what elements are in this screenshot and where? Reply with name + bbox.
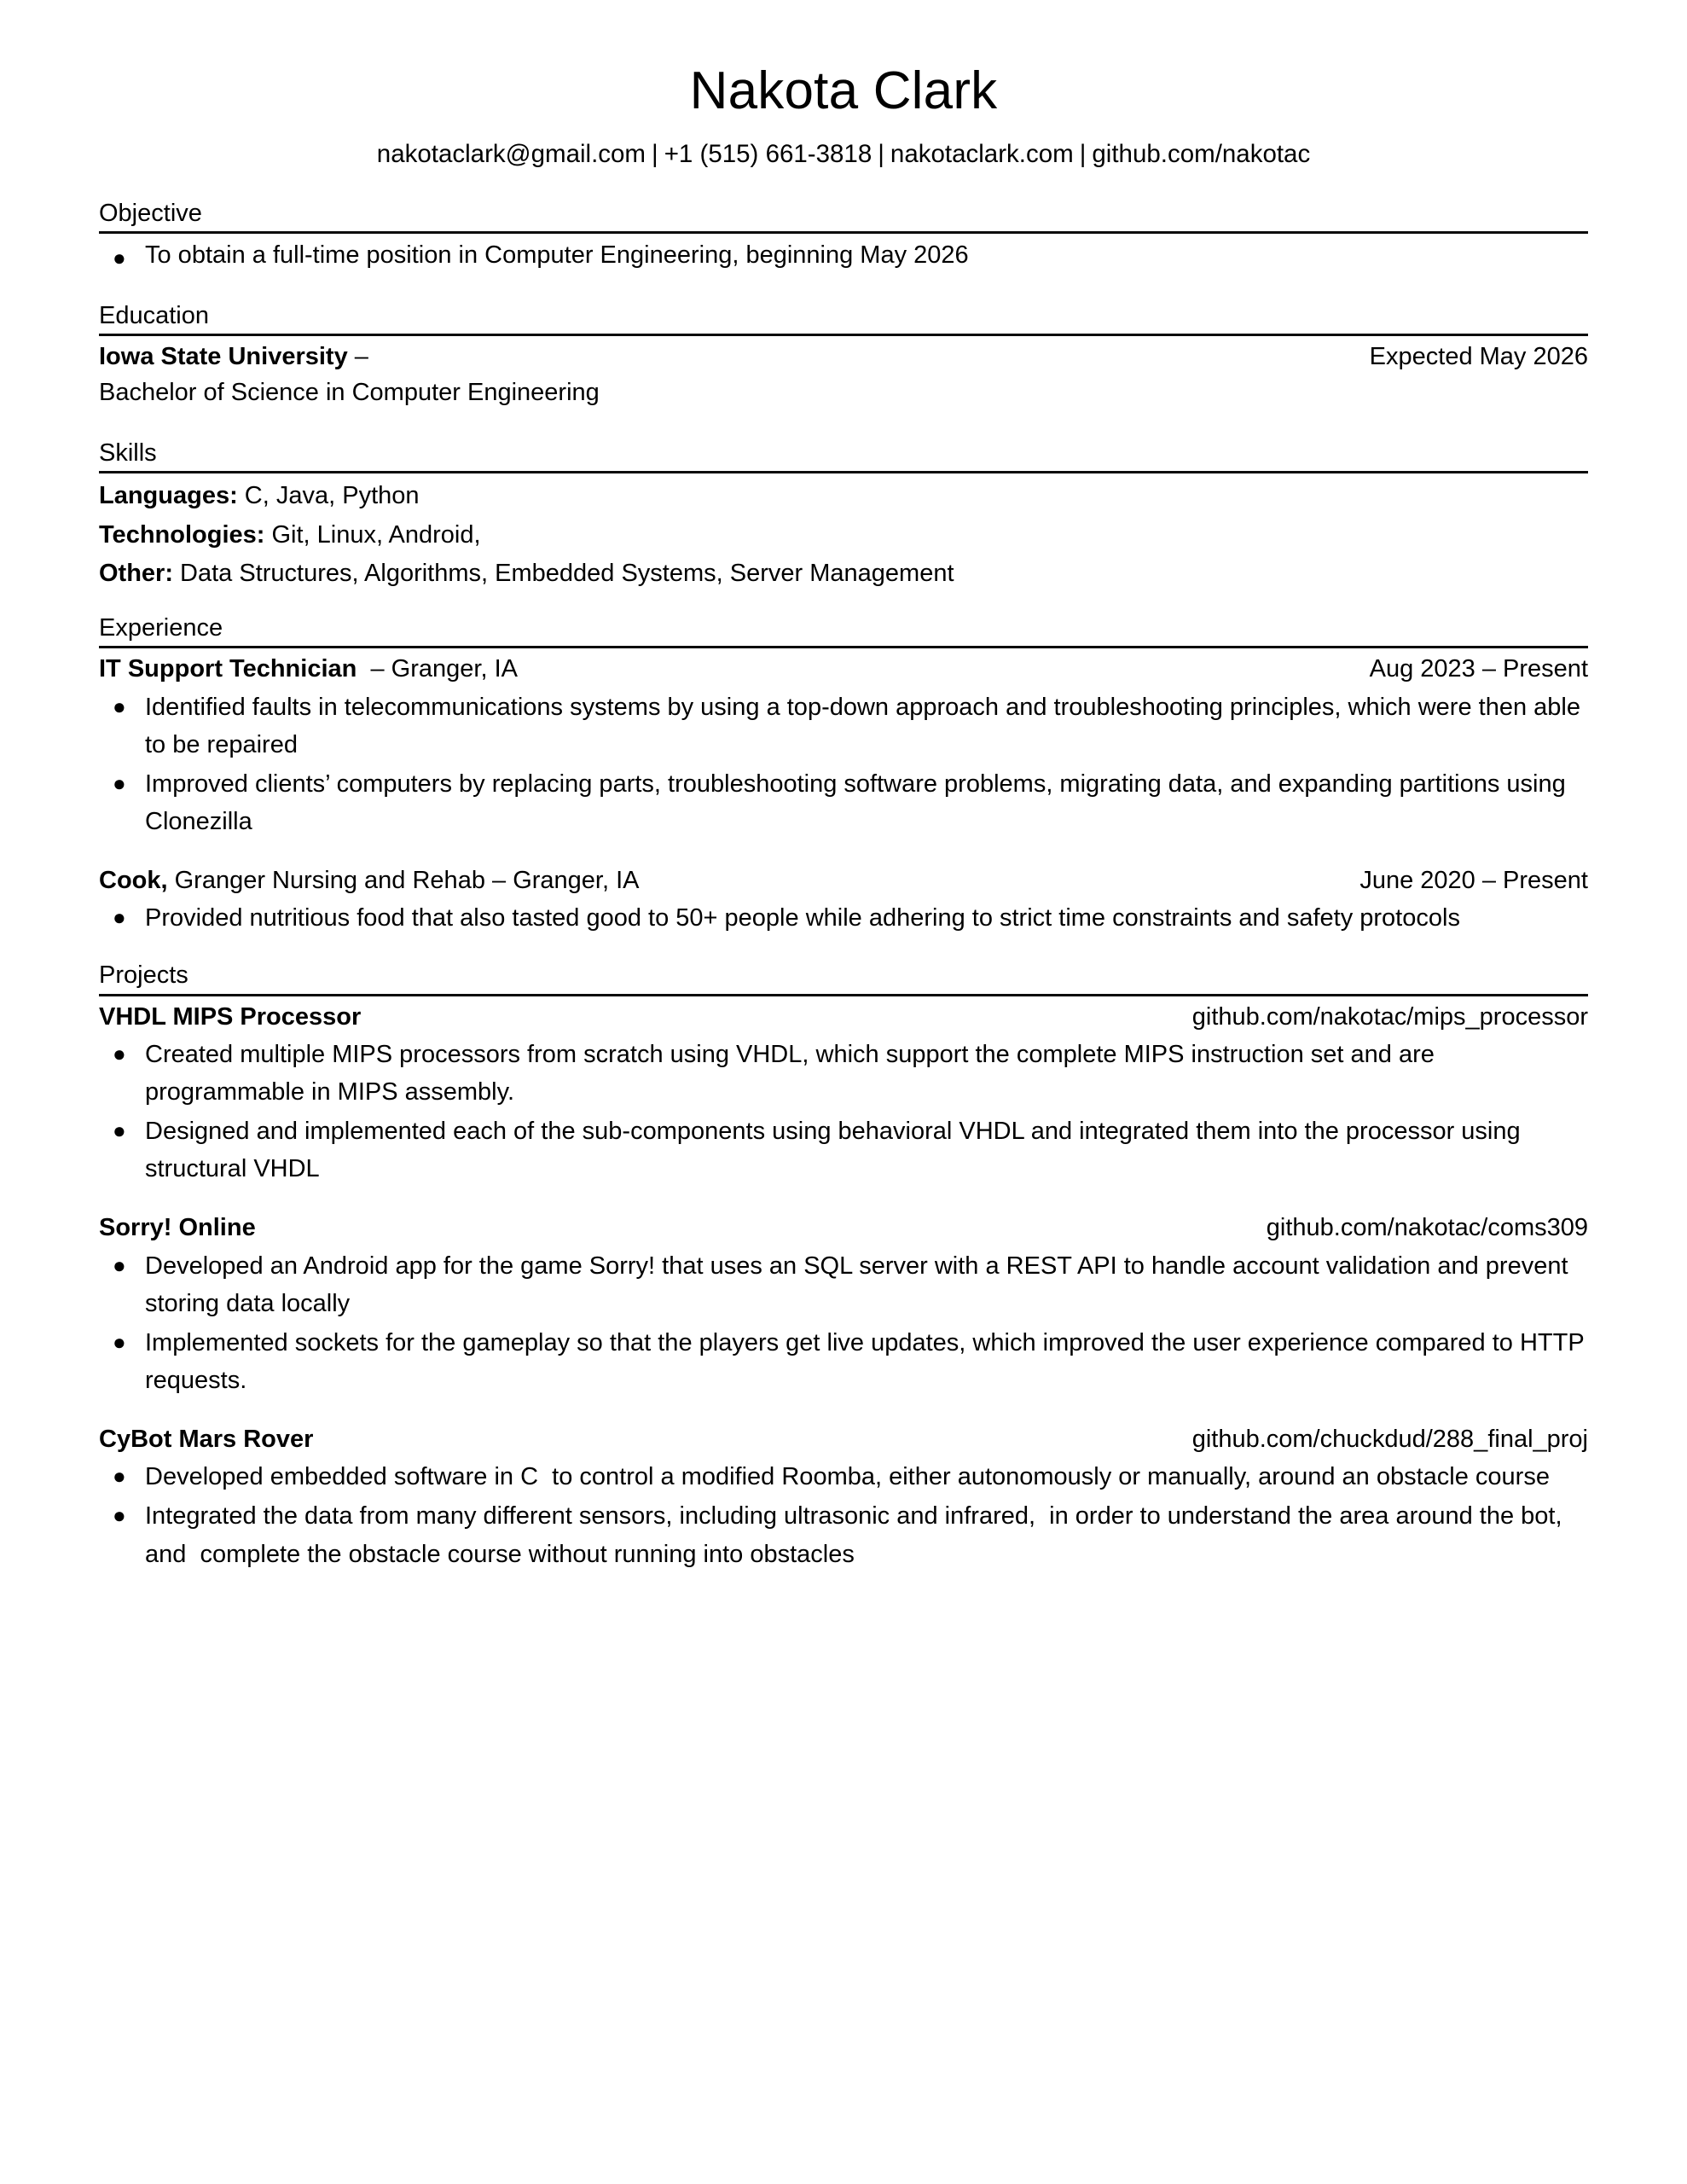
section-projects [99,961,1591,1572]
project-entry-head [99,1213,1588,1243]
bullet-icon: ● [113,1118,126,1144]
experience-entry [99,866,1588,937]
education-date: Expected May 2026 [1369,342,1588,370]
skill-value-other: Data Structures, Algorithms, Embedded Systems, Server Management [173,559,954,587]
education-entry [99,342,1588,410]
project-title: VHDL MIPS Processor [99,1002,362,1031]
contact-website[interactable]: nakotaclark.com [890,140,1074,169]
list-item-text: Developed embedded software in C to control a modified Roomba, either autonomously or manually, around an obstacle course [145,1463,1550,1491]
skill-value-technologies: Git, Linux, Android, [264,520,481,549]
project-url[interactable]: github.com/nakotac/coms309 [1266,1214,1588,1242]
list-item [99,1036,1588,1111]
section-title-experience: Experience [99,614,223,642]
project-entry [99,1213,1591,1399]
list-item-text: Identified faults in telecommunications systems by using a top-down approach and troubleshooting principles, which were then able to be repaired [145,693,1588,758]
bullet-icon: ● [113,1502,126,1529]
experience-role: IT Support Technician [99,655,357,683]
section-education [99,301,1588,410]
experience-entry [99,654,1588,840]
list-item-text: Developed an Android app for the game Sorry! that uses an SQL server with a REST API to handle account validation and prevent storing data locally [145,1252,1575,1317]
education-degree: Bachelor of Science in Computer Engineering [99,379,600,407]
section-title-skills: Skills [99,439,157,468]
project-url[interactable]: github.com/chuckdud/288_final_proj [1191,1425,1588,1453]
contact-separator-3: | [1079,140,1087,169]
skill-line-technologies [99,519,1588,551]
list-item [99,240,1588,272]
section-title-projects: Projects [99,961,188,990]
experience-date: Aug 2023 – Present [1369,655,1588,683]
list-item-text: Designed and implemented each of the sub-components using behavioral VHDL and integrated them into the processor using structural VHDL [145,1118,1528,1183]
list-item [99,1458,1588,1496]
project-entry [99,1002,1588,1188]
bullet-icon: ● [113,245,126,271]
bullet-icon: ● [113,1040,126,1066]
bullet-icon: ● [113,693,126,719]
contact-phone[interactable]: +1 (515) 661-3818 [664,140,872,169]
list-item-text: Provided nutritious food that also tasted good to 50+ people while adhering to strict time constraints and safety protocols [145,904,1460,932]
skill-label-technologies: Technologies: [99,520,265,549]
bullet-icon: ● [113,770,126,796]
experience-detail: – Granger, IA [357,655,518,683]
project-entry-head [99,1425,1588,1455]
contact-email[interactable]: nakotaclark@gmail.com [376,140,646,169]
project-entry-head [99,1002,1588,1032]
education-entry-head [99,342,1588,372]
list-item [99,688,1588,764]
project-title: CyBot Mars Rover [99,1425,314,1453]
project-entry [99,1425,1588,1573]
section-rule [99,471,1588,473]
section-objective [99,199,1588,272]
list-item-text: Created multiple MIPS processors from scratch using VHDL, which support the complete MIPS instruction set and are programmable in MIPS assembly. [145,1040,1441,1107]
page-title: Nakota Clark [689,61,998,120]
list-item-text: To obtain a full-time position in Computer Engineering, beginning May 2026 [145,241,969,270]
list-item-text: Improved clients’ computers by replacing parts, troubleshooting software problems, migrating data, and expanding partitions using Clonezilla [145,770,1573,835]
section-rule [99,334,1588,336]
skill-line-languages [99,479,1588,512]
project-bullet-list [99,1458,1588,1572]
experience-detail: Granger Nursing and Rehab – Granger, IA [167,866,640,894]
section-rule [99,646,1588,648]
section-rule [99,231,1588,234]
list-item [99,765,1588,840]
education-institution-suffix: – [347,342,375,370]
contact-separator-1: | [652,140,658,169]
list-item-text: Implemented sockets for the gameplay so that the players get live updates, which improved the user experience compared to HTTP requests. [145,1328,1591,1394]
contact-separator-2: | [878,140,884,169]
skill-line-other [99,557,1588,590]
objective-bullet-list [99,240,1588,272]
resume-header [99,0,1588,170]
project-title-line [99,1425,313,1455]
project-bullet-list [99,1247,1591,1399]
education-institution: Iowa State University [99,342,348,370]
experience-bullet-list [99,688,1588,840]
list-item [99,1324,1591,1399]
experience-bullet-list [99,899,1588,937]
experience-entry-head [99,866,1588,896]
section-title-objective: Objective [99,199,202,227]
project-url[interactable]: github.com/nakotac/mips_processor [1191,1002,1588,1031]
project-title-line [99,1213,256,1243]
contact-line [99,139,1588,169]
skill-label-other: Other: [99,559,173,587]
section-skills [99,439,1588,590]
bullet-icon: ● [113,1252,126,1278]
project-title: Sorry! Online [99,1214,256,1242]
bullet-icon: ● [113,1328,126,1355]
experience-entry-head [99,654,1588,684]
list-item [99,1497,1588,1572]
education-institution-line [99,342,375,372]
skill-value-languages: C, Java, Python [237,482,420,510]
bullet-icon: ● [113,1463,126,1490]
section-title-education: Education [99,301,209,329]
project-title-line [99,1002,361,1032]
list-item [99,1247,1588,1322]
section-rule [99,994,1588,996]
list-item [99,899,1588,937]
project-bullet-list [99,1036,1588,1188]
bullet-icon: ● [113,904,126,931]
list-item-text: Integrated the data from many different sensors, including ultrasonic and infrared, in order to understand the area around the bot, and complete the obstacle course without running into obstacles [145,1502,1569,1568]
list-item [99,1112,1588,1188]
contact-github[interactable]: github.com/nakotac [1092,140,1311,169]
skill-label-languages: Languages: [99,482,238,510]
experience-role: Cook, [99,866,168,894]
section-experience [99,613,1588,937]
experience-date: June 2020 – Present [1359,866,1588,894]
experience-role-line [99,866,640,896]
experience-role-line [99,654,518,684]
